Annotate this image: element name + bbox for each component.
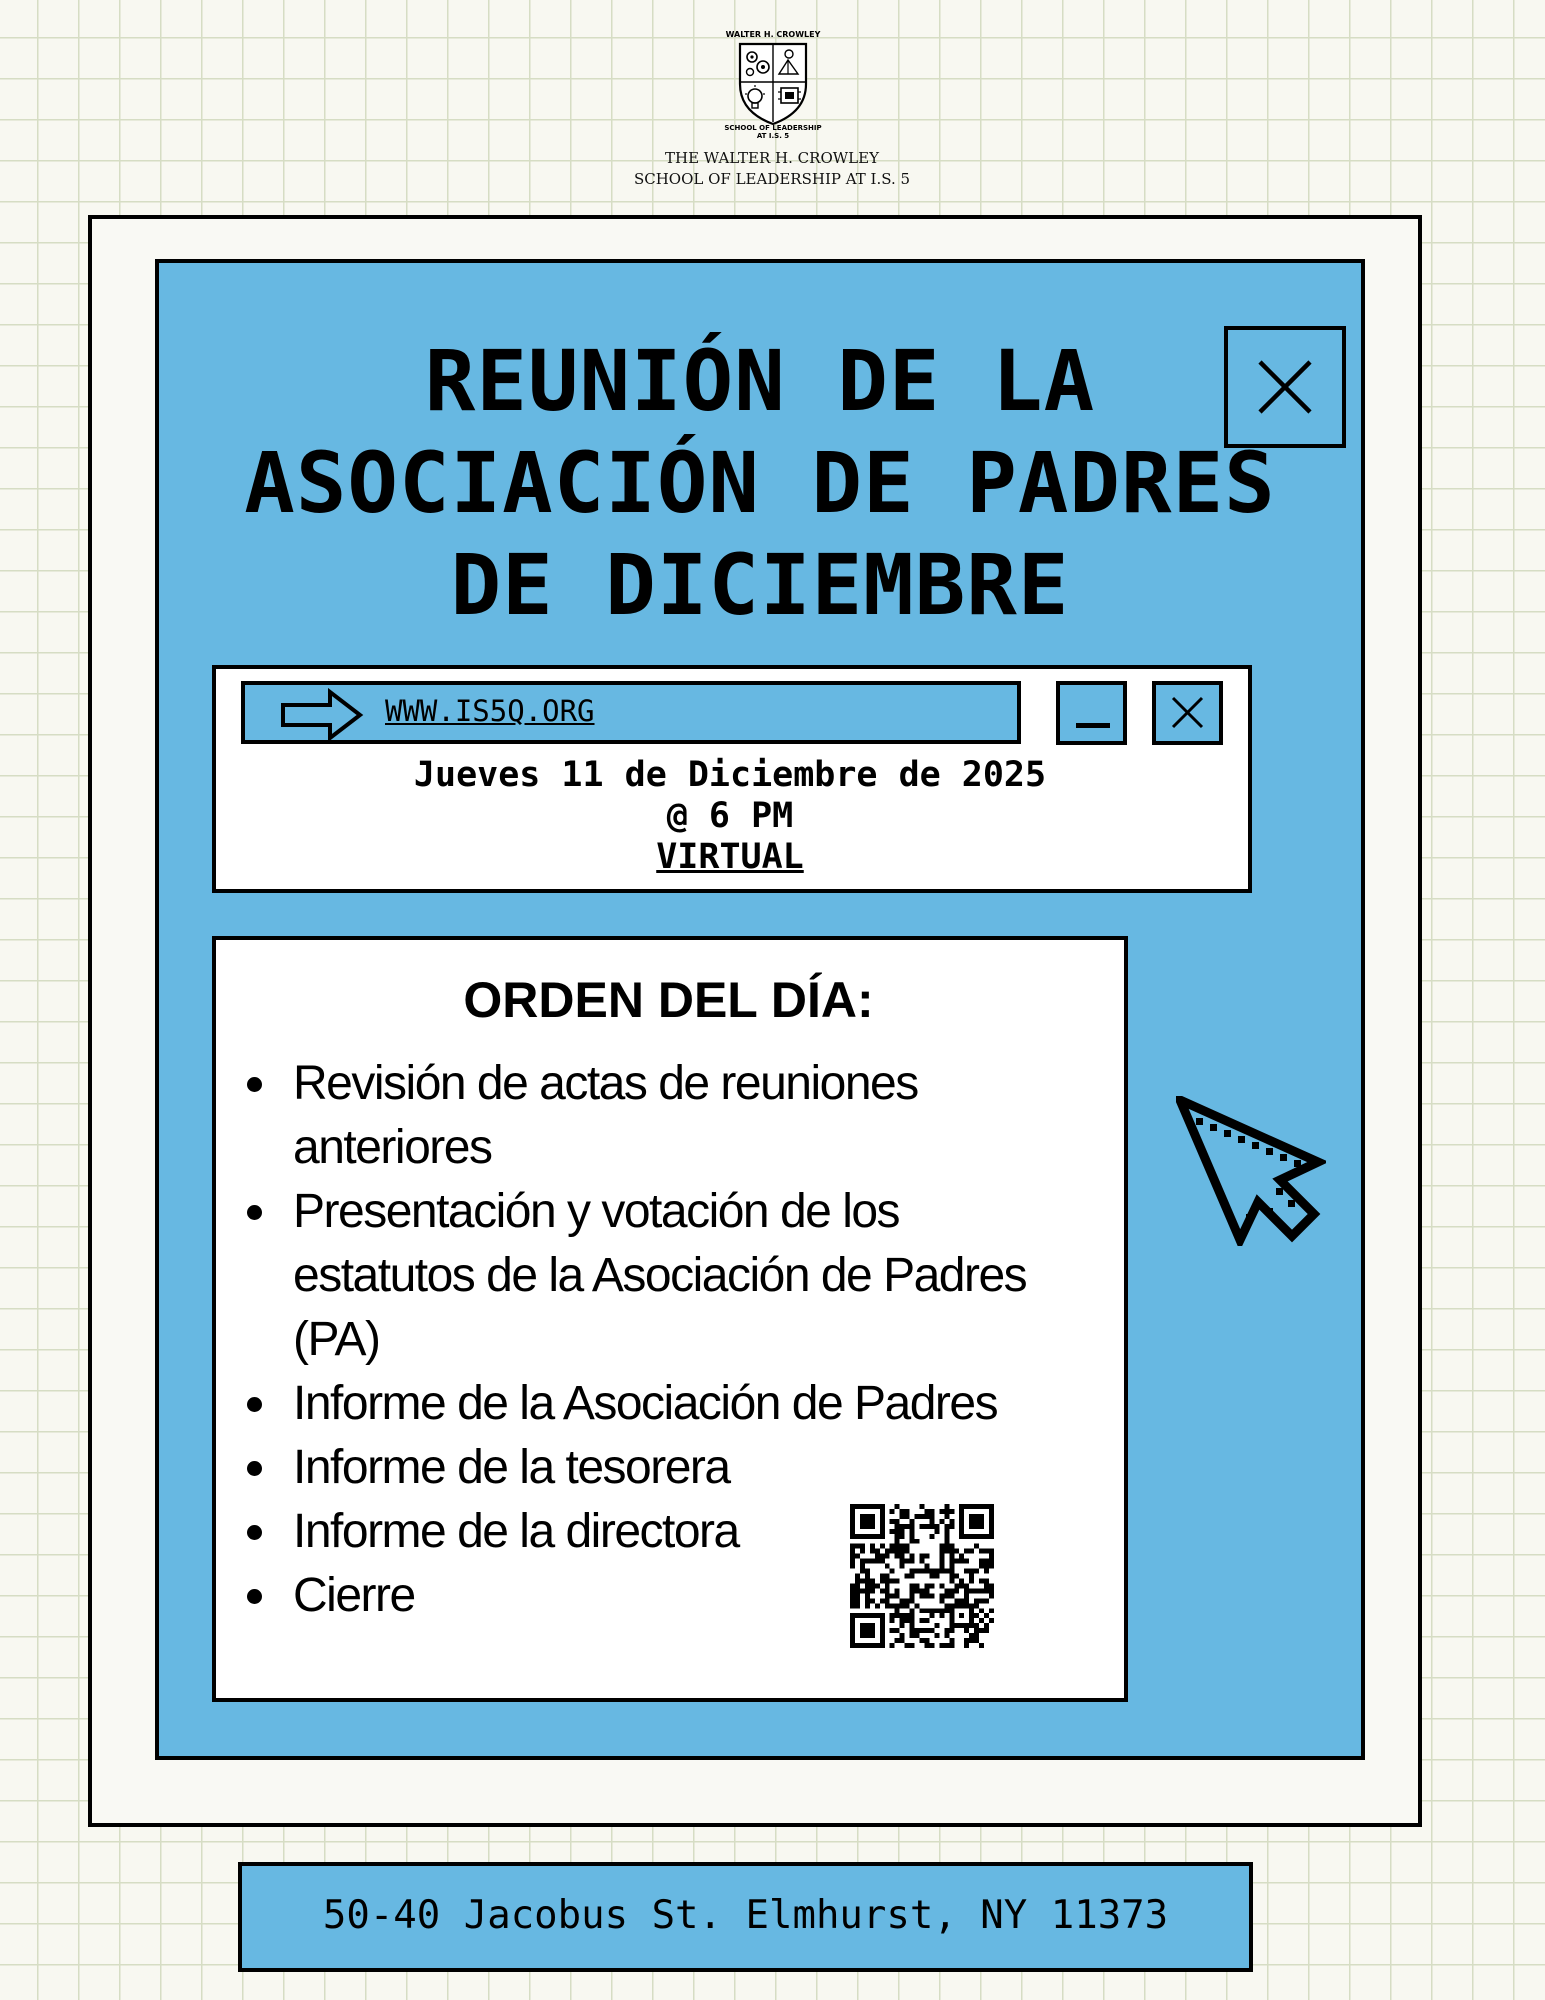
event-details (216, 755, 1244, 878)
agenda-item: Revisión de actas de reuniones anteriores (240, 1052, 1090, 1180)
agenda-item: Informe de la directora (240, 1500, 1090, 1564)
minimize-icon (1076, 723, 1110, 728)
school-name-line-2: SCHOOL OF LEADERSHIP AT I.S. 5 (633, 170, 911, 188)
event-mode: VIRTUAL (656, 837, 804, 877)
title-line-3: DE DICIEMBRE (450, 536, 1070, 634)
website-link[interactable]: WWW.IS5Q.ORG (385, 694, 595, 728)
arrow-right-icon (280, 688, 366, 742)
agenda-item: Informe de la Asociación de Padres (240, 1372, 1090, 1436)
title-line-2: ASOCIACIÓN DE PADRES (244, 434, 1276, 532)
page-title (170, 330, 1350, 636)
agenda-item: Cierre (240, 1564, 1090, 1628)
agenda-item: Presentación y votación de los estatutos de la Asociación de Padres (PA) (240, 1180, 1090, 1372)
minimize-button[interactable] (1056, 681, 1127, 745)
address-text: 50-40 Jacobus St. Elmhurst, NY 11373 (322, 1893, 1169, 1938)
close-icon (1156, 685, 1219, 741)
agenda-item: Informe de la tesorera (240, 1436, 1090, 1500)
svg-text:WALTER H. CROWLEY: WALTER H. CROWLEY (725, 30, 821, 39)
school-name-line-1: THE WALTER H. CROWLEY (665, 149, 879, 167)
qr-code[interactable] (850, 1504, 994, 1648)
small-close-button[interactable] (1152, 681, 1223, 745)
title-line-1: REUNIÓN DE LA (424, 332, 1096, 430)
event-time: @ 6 PM (666, 796, 794, 836)
agenda-heading: ORDEN DEL DÍA: (463, 972, 874, 1028)
svg-text:SCHOOL OF LEADERSHIP: SCHOOL OF LEADERSHIP (724, 124, 822, 132)
svg-text:AT I.S. 5: AT I.S. 5 (756, 132, 790, 140)
school-name (572, 148, 972, 190)
school-logo (712, 28, 834, 140)
pixel-cursor-icon (1176, 1096, 1326, 1246)
event-date: Jueves 11 de Diciembre de 2025 (413, 755, 1047, 795)
